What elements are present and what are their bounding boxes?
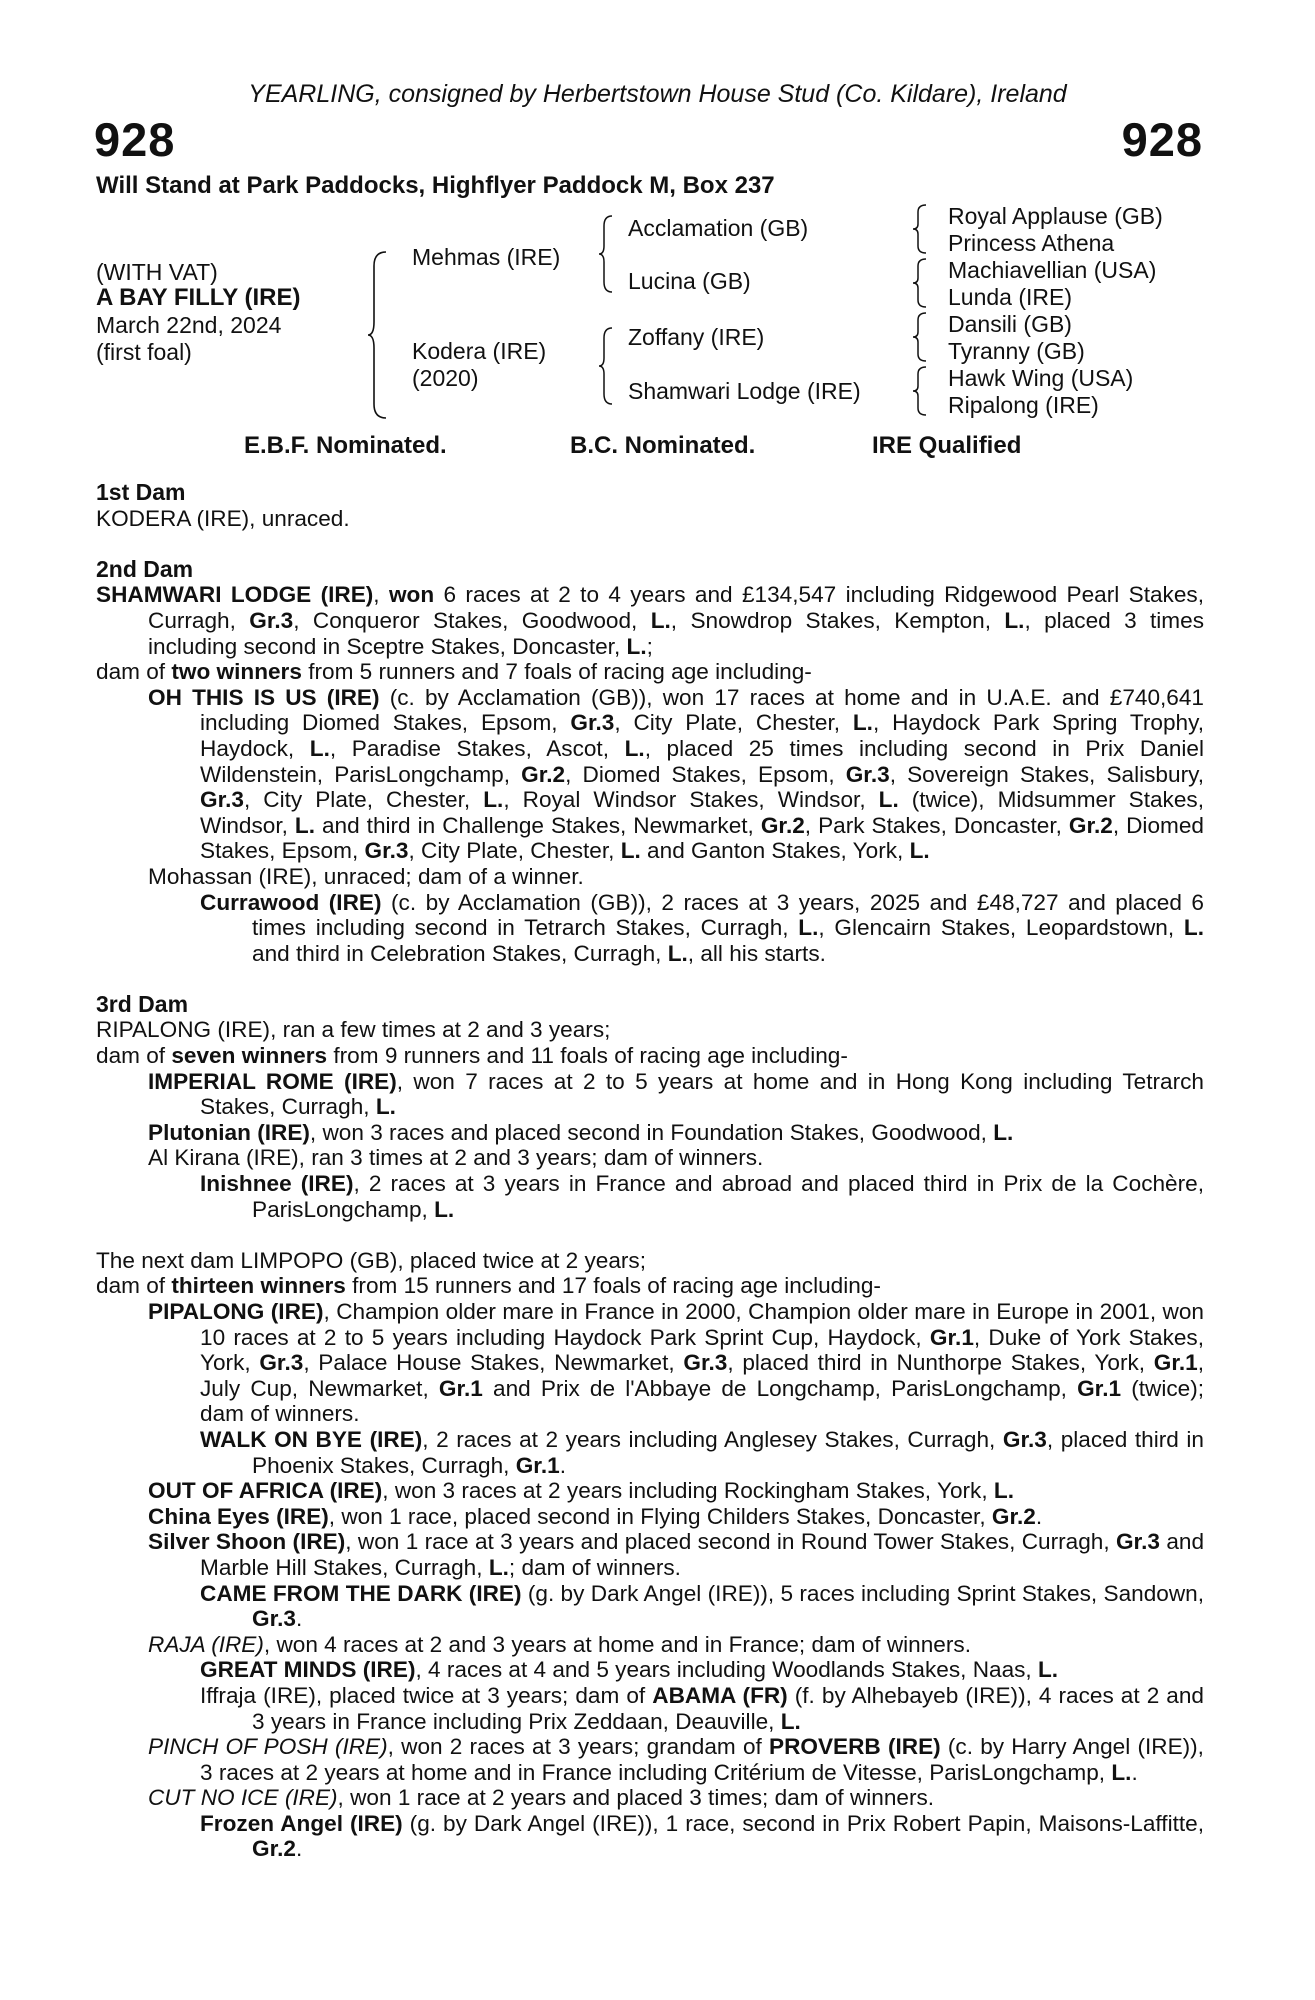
lot-name: A BAY FILLY (IRE)	[96, 284, 301, 311]
foal-note: (first foal)	[96, 339, 192, 365]
produce-came-from-the-dark: CAME FROM THE DARK (IRE) (g. by Dark Angel (IRE)), 5 races including Sprint Stakes, Sandown, Gr.3.	[200, 1580, 1204, 1632]
produce-walk-on-bye: WALK ON BYE (IRE), 2 races at 2 years including Anglesey Stakes, Curragh, Gr.3, placed third in Phoenix Stakes, Curragh, Gr.1.	[200, 1426, 1204, 1478]
consignment-line: YEARLING, consigned by Herbertstown House Stud (Co. Kildare), Ireland	[248, 80, 1067, 108]
first-dam-heading: 1st Dam	[96, 479, 186, 505]
grandparent-2: Princess Athena	[948, 230, 1115, 256]
foaling-date: March 22nd, 2024	[96, 312, 282, 338]
produce-oh-this-is-us: OH THIS IS US (IRE) (c. by Acclamation (GB)), won 17 races at home and in U.A.E. and £740,641 including Diomed Stakes, Epsom, Gr.3, City Plate, Chester, L., Haydock Park Spring Trophy, Haydock, L., Paradise Stakes, Ascot, L., placed 25 times including second in Prix Daniel Wildenstein, ParisLongchamp, Gr.2, Diomed Stakes, Epsom, Gr.3, Sovereign Stakes, Salisbury, Gr.3, City Plate, Chester, L., Royal Windsor Stakes, Windsor, L. (twice), Midsummer Stakes, Windsor, L. and third in Challenge Stakes, Newmarket, Gr.2, Park Stakes, Doncaster, Gr.2, Diomed Stakes, Epsom, Gr.3, City Plate, Chester, L. and Ganton Stakes, York, L.	[148, 684, 1204, 864]
grandparent-1: Royal Applause (GB)	[948, 203, 1163, 229]
grandparent-3: Machiavellian (USA)	[948, 257, 1157, 283]
pedigree-brace-g4	[912, 365, 928, 417]
second-dam-entry: SHAMWARI LODGE (IRE), won 6 races at 2 to 4 years and £134,547 including Ridgewood Pearl Stakes, Curragh, Gr.3, Conqueror Stakes, Goodwood, L., Snowdrop Stakes, Kempton, L., placed 3 times including second in Sceptre Stakes, Doncaster, L.;	[96, 582, 1204, 659]
pedigree-brace-main	[366, 250, 388, 420]
grandparent-7: Hawk Wing (USA)	[948, 365, 1134, 391]
produce-iffraja: Iffraja (IRE), placed twice at 3 years; dam of ABAMA (FR) (f. by Alhebayeb (IRE)), 4 races at 2 and 3 years in France including Prix Zeddaan, Deauville, L.	[200, 1682, 1204, 1734]
pedigree-brace-g3	[912, 311, 928, 363]
ebf-nomination: E.B.F. Nominated.	[244, 432, 447, 459]
grandparent-6: Tyranny (GB)	[948, 338, 1085, 364]
produce-imperial-rome: IMPERIAL ROME (IRE), won 7 races at 2 to 5 years at home and in Hong Kong including Tetrarch Stakes, Curragh, L.	[148, 1068, 1204, 1120]
grandparent-5: Dansili (GB)	[948, 311, 1072, 337]
stand-location: Will Stand at Park Paddocks, Highflyer Paddock M, Box 237	[96, 172, 775, 199]
next-dam-produce-summary: dam of thirteen winners from 15 runners and 17 foals of racing age including-	[96, 1273, 881, 1299]
lot-number-left: 928	[94, 113, 176, 166]
grandparent-8: Ripalong (IRE)	[948, 392, 1099, 418]
sire-sire: Acclamation (GB)	[628, 215, 809, 241]
first-dam-text: KODERA (IRE), unraced.	[96, 505, 350, 531]
pedigree-brace-g2	[912, 257, 928, 309]
produce-frozen-angel: Frozen Angel (IRE) (g. by Dark Angel (IRE)), 1 race, second in Prix Robert Papin, Maisons-Laffitte, Gr.2.	[200, 1810, 1204, 1862]
produce-pinch-of-posh: PINCH OF POSH (IRE), won 2 races at 3 years; grandam of PROVERB (IRE) (c. by Harry Angel (IRE)), 3 races at 2 years at home and in France including Critérium de Vitesse, ParisLongchamp, L..	[148, 1734, 1204, 1785]
bc-nomination: B.C. Nominated.	[570, 432, 756, 459]
third-dam-produce-summary: dam of seven winners from 9 runners and 11 foals of racing age including-	[96, 1043, 848, 1069]
third-dam-entry: RIPALONG (IRE), ran a few times at 2 and 3 years;	[96, 1017, 611, 1043]
produce-inishnee: Inishnee (IRE), 2 races at 3 years in France and abroad and placed third in Prix de la Cochère, ParisLongchamp, L.	[200, 1171, 1204, 1222]
sire: Mehmas (IRE)	[412, 244, 561, 270]
dam-dam: Shamwari Lodge (IRE)	[628, 378, 861, 404]
pedigree-brace-sire	[598, 214, 614, 294]
second-dam-produce-summary: dam of two winners from 5 runners and 7 foals of racing age including-	[96, 659, 812, 685]
produce-raja: RAJA (IRE), won 4 races at 2 and 3 years at home and in France; dam of winners.	[148, 1631, 971, 1657]
catalogue-body	[96, 480, 1204, 1862]
produce-great-minds: GREAT MINDS (IRE), 4 races at 4 and 5 years including Woodlands Stakes, Naas, L.	[200, 1657, 1059, 1683]
produce-cut-no-ice: CUT NO ICE (IRE), won 1 race at 2 years and placed 3 times; dam of winners.	[148, 1785, 935, 1811]
grandparent-4: Lunda (IRE)	[948, 284, 1073, 310]
sire-dam: Lucina (GB)	[628, 268, 751, 294]
second-dam-heading: 2nd Dam	[96, 555, 194, 582]
produce-plutonian: Plutonian (IRE), won 3 races and placed second in Foundation Stakes, Goodwood, L.	[148, 1119, 1014, 1145]
dam-sire: Zoffany (IRE)	[628, 324, 765, 350]
produce-currawood: Currawood (IRE) (c. by Acclamation (GB)), 2 races at 3 years, 2025 and £48,727 and placed 6 times including second in Tetrarch Stakes, Curragh, L., Glencairn Stakes, Leopardstown, L. and third in Celebration Stakes, Curragh, L., all his starts.	[200, 889, 1204, 966]
produce-out-of-africa: OUT OF AFRICA (IRE), won 3 races at 2 years including Rockingham Stakes, York, L.	[148, 1478, 1014, 1504]
third-dam-heading: 3rd Dam	[96, 990, 189, 1017]
produce-china-eyes: China Eyes (IRE), won 1 race, placed second in Flying Childers Stakes, Doncaster, Gr.2.	[148, 1503, 1043, 1529]
pedigree-brace-g1	[912, 203, 928, 255]
produce-al-kirana: Al Kirana (IRE), ran 3 times at 2 and 3 years; dam of winners.	[148, 1145, 764, 1171]
produce-pipalong: PIPALONG (IRE), Champion older mare in France in 2000, Champion older mare in Europe in 2001, won 10 races at 2 to 5 years including Haydock Park Sprint Cup, Haydock, Gr.1, Duke of York Stakes, York, Gr.3, Palace House Stakes, Newmarket, Gr.3, placed third in Nunthorpe Stakes, York, Gr.1, July Cup, Newmarket, Gr.1 and Prix de l'Abbaye de Longchamp, ParisLongchamp, Gr.1 (twice); dam of winners.	[148, 1299, 1205, 1427]
vat-note: (WITH VAT)	[96, 259, 218, 285]
produce-mohassan: Mohassan (IRE), unraced; dam of a winner.	[148, 863, 584, 889]
dam: Kodera (IRE)	[412, 338, 547, 364]
dam-year: (2020)	[412, 365, 479, 391]
pedigree-brace-dam	[598, 326, 614, 406]
lot-number-right: 928	[1121, 113, 1203, 166]
ire-qualified: IRE Qualified	[872, 432, 1022, 459]
produce-silver-shoon: Silver Shoon (IRE), won 1 race at 3 years and placed second in Round Tower Stakes, Curragh, Gr.3 and Marble Hill Stakes, Curragh, L.; dam of winners.	[148, 1529, 1205, 1580]
next-dam-entry: The next dam LIMPOPO (GB), placed twice at 2 years;	[96, 1247, 646, 1273]
